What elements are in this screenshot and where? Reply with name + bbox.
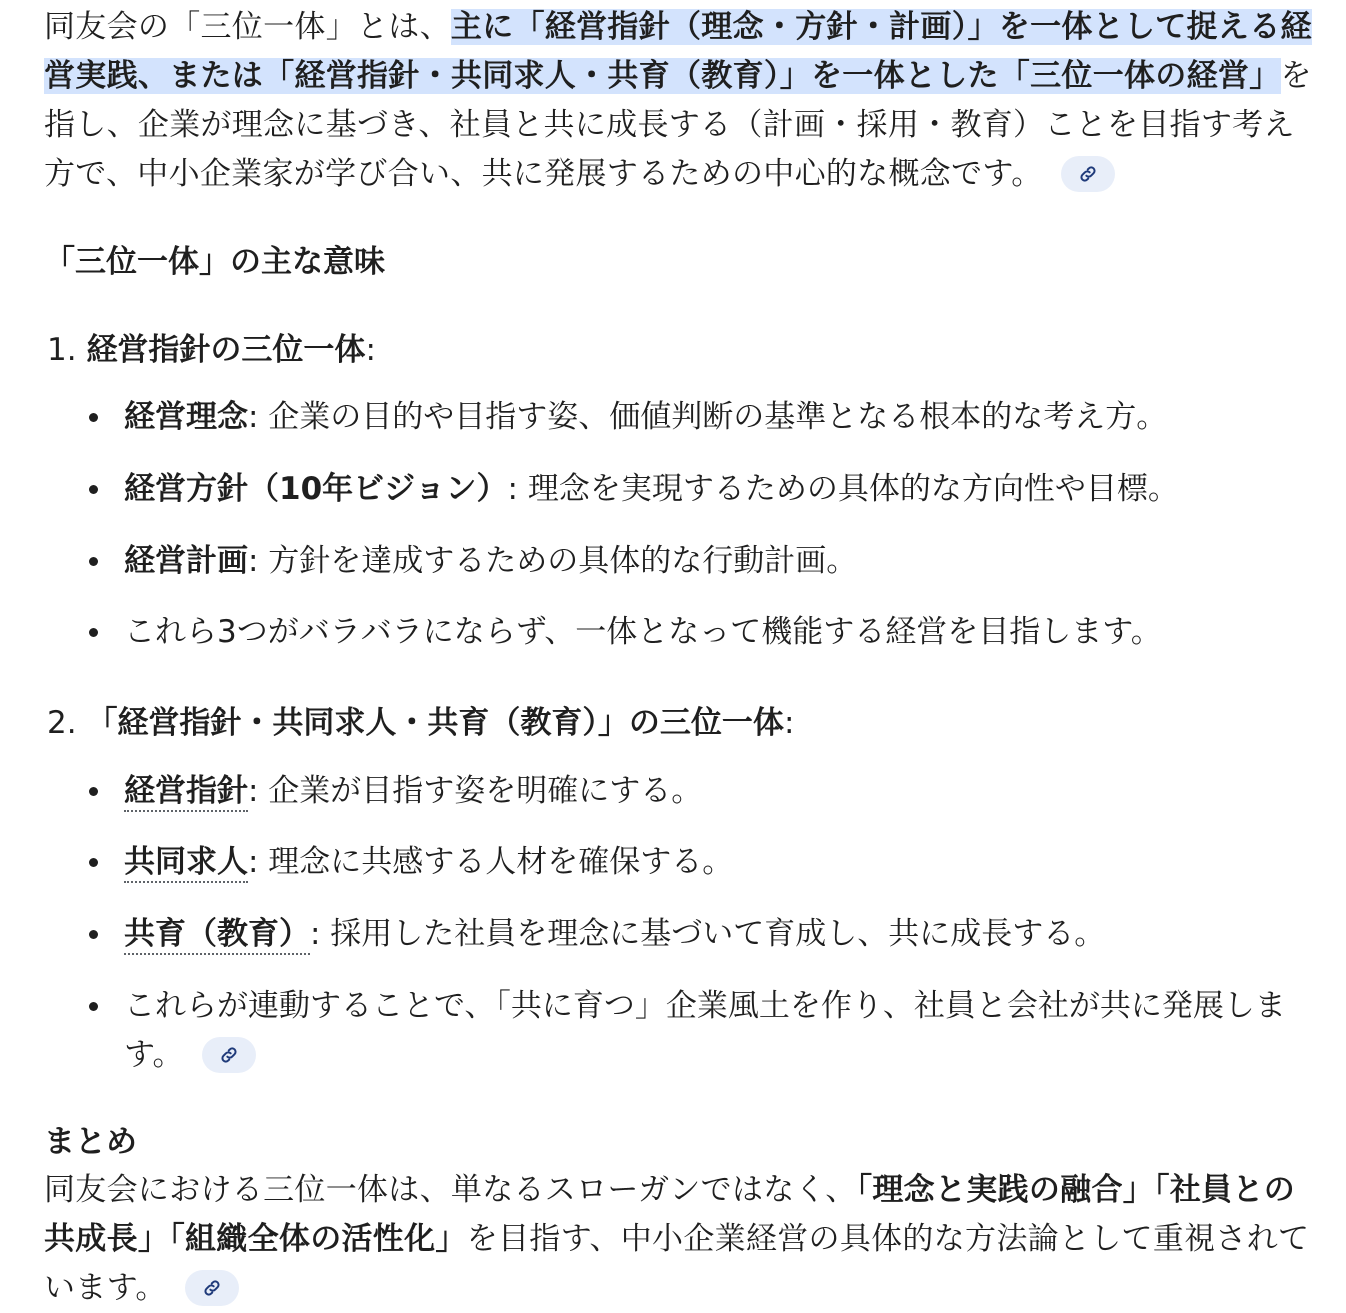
list-colon: : <box>365 332 376 368</box>
bullet-dot <box>89 930 98 939</box>
bullet-dot <box>89 787 98 796</box>
list-title: 「経営指針・共同求人・共育（教育）」の三位一体 <box>86 705 784 741</box>
summary-paragraph <box>44 1166 1319 1313</box>
summary-lead: 同友会における三位一体は、単なるスローガンではなく、 <box>44 1172 857 1208</box>
bullet-desc: : 理念に共感する人材を確保する。 <box>248 844 734 880</box>
source-link-button[interactable] <box>1061 156 1115 192</box>
bullet-dot <box>89 628 98 637</box>
link-icon <box>1078 164 1098 184</box>
bullet-item <box>124 537 1304 586</box>
source-link-button[interactable] <box>185 1270 239 1306</box>
link-icon <box>219 1045 239 1065</box>
bullet-term: 経営方針（10年ビジョン） <box>124 471 508 507</box>
list-item-2 <box>47 703 794 743</box>
summary-heading: まとめ <box>44 1124 137 1160</box>
bullet-desc: : 採用した社員を理念に基づいて育成し、共に成長する。 <box>310 916 1106 952</box>
term-definition-link[interactable]: 共同求人 <box>124 844 248 883</box>
list-number: 2. <box>47 705 77 741</box>
bullet-item <box>124 393 1304 442</box>
bullet-item <box>124 838 1304 887</box>
bullet-item <box>124 910 1304 959</box>
list-number: 1. <box>47 332 77 368</box>
section-heading: 「三位一体」の主な意味 <box>44 244 385 280</box>
list-colon: : <box>783 705 795 741</box>
bullet-item <box>124 608 1304 657</box>
intro-paragraph <box>44 3 1319 199</box>
bullet-dot <box>89 485 98 494</box>
bullet-desc: : 企業の目的や目指す姿、価値判断の基準となる根本的な考え方。 <box>248 399 1168 435</box>
term-definition-link[interactable]: 共育（教育） <box>124 916 310 955</box>
summary-bold: 「理念と実践の融合」「社員との共成長」「組織全体の活性化」 <box>44 1172 1296 1257</box>
source-link-button[interactable] <box>202 1037 256 1073</box>
bullet-text: これらが連動することで、「共に育つ」企業風土を作り、社員と会社が共に発展します。 <box>124 988 1286 1073</box>
bullet-item <box>124 982 1304 1080</box>
bullet-desc: : 理念を実現するための具体的な方向性や目標。 <box>507 471 1179 507</box>
bullet-term: 経営計画 <box>124 543 248 579</box>
summary-rest: を目指す、中小企業経営の具体的な方法論として重視されています。 <box>44 1221 1310 1306</box>
bullet-term: 経営理念 <box>124 399 248 435</box>
intro-rest: を指し、企業が理念に基づき、社員と共に成長する（計画・採用・教育）ことを目指す考え方で、中小企業家が学び合い、共に発展するための中心的な概念です。 <box>44 58 1312 192</box>
intro-highlight[interactable]: 主に「経営指針（理念・方針・計画）」を一体として捉える経営実践、または「経営指針・共同求人・共育（教育）」を一体とした「三位一体の経営」 <box>44 9 1312 94</box>
list-item-1 <box>47 330 376 370</box>
bullet-item <box>124 767 1304 816</box>
intro-lead: 同友会の「三位一体」とは、 <box>44 9 451 45</box>
bullet-dot <box>89 1002 98 1011</box>
list-title: 経営指針の三位一体 <box>86 332 366 368</box>
bullet-desc: : 企業が目指す姿を明確にする。 <box>248 773 703 809</box>
link-icon <box>202 1278 222 1298</box>
bullet-dot <box>89 557 98 566</box>
bullet-dot <box>89 858 98 867</box>
bullet-dot <box>89 413 98 422</box>
bullet-desc: : 方針を達成するための具体的な行動計画。 <box>248 543 858 579</box>
bullet-item <box>124 465 1304 514</box>
bullet-text: これら3つがバラバラにならず、一体となって機能する経営を目指します。 <box>124 614 1162 650</box>
term-definition-link[interactable]: 経営指針 <box>124 773 248 812</box>
